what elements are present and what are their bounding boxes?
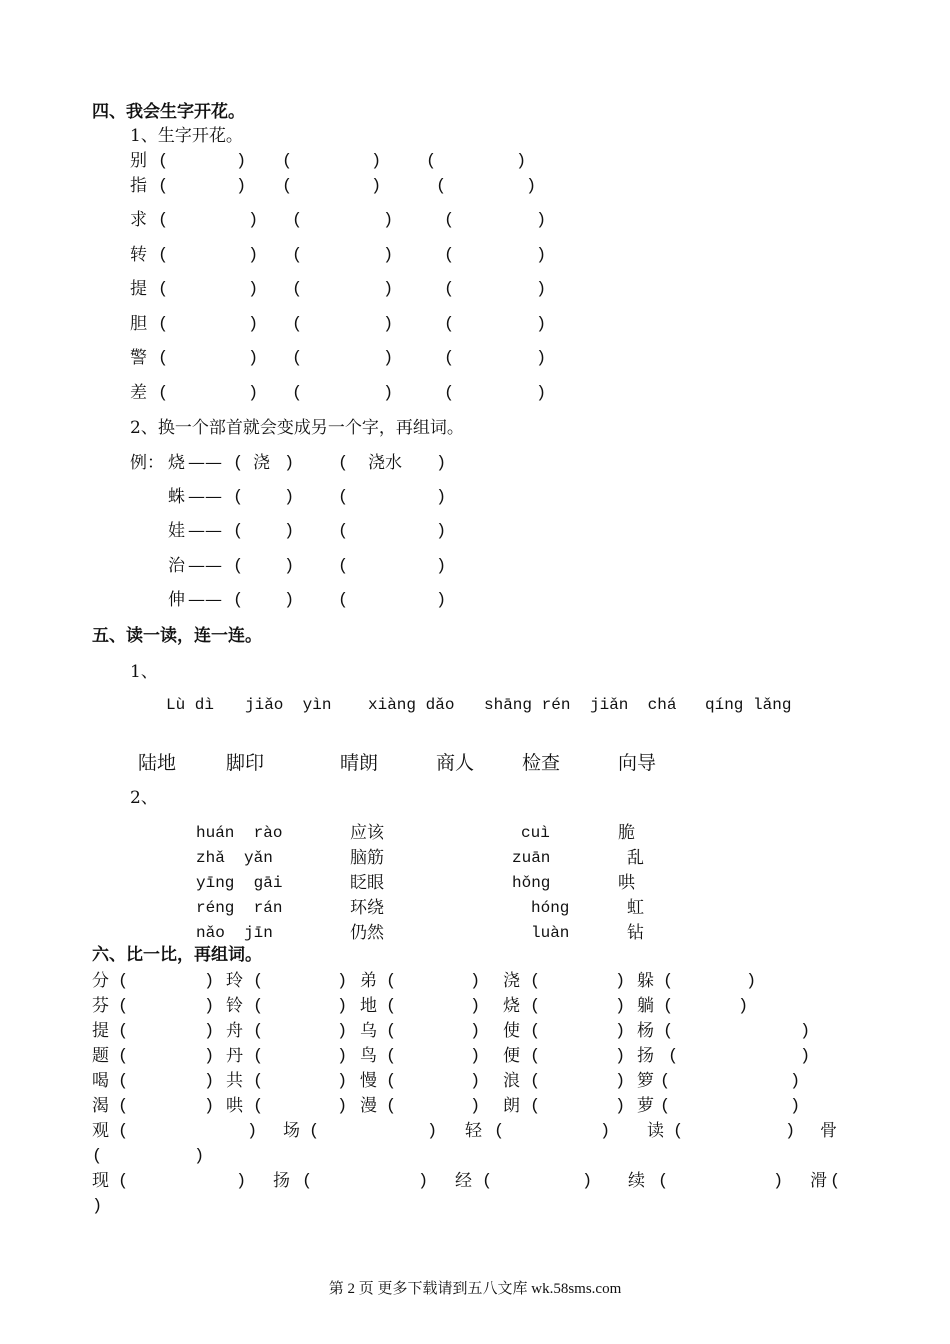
right-pinyin: luàn [531,924,570,942]
compare-char: 芬 [92,996,109,1016]
paren-close: ) [337,1097,348,1116]
left-pinyin: zhǎ yǎn [196,849,273,867]
example-open-1: ( [233,454,244,473]
compare-char: 乌 [360,1021,377,1041]
paren-close: ) [470,1047,481,1066]
paren-open: ( [118,1022,129,1041]
compare-char: 浇 [503,971,520,991]
paren-open: ( [292,280,303,299]
paren-open: ( [444,280,455,299]
paren-close: ) [383,384,394,403]
radical-char: 治 [168,556,185,576]
word-item: 脚印 [226,752,265,774]
paren-open: ( [663,972,674,991]
paren-open: ( [118,997,129,1016]
paren-open: ( [444,315,455,334]
compare-char: 经 [455,1171,472,1191]
flower-char: 差 [130,383,147,403]
paren-open: ( [830,1172,841,1191]
flower-char: 警 [130,348,147,368]
paren-close: ) [204,1047,215,1066]
example-dash: —— [188,453,222,473]
paren-close: ) [536,349,547,368]
compare-char: 躲 [637,971,654,991]
section4-q1-label: 1、生字开花。 [130,126,243,146]
example-answer-2: 浇水 [368,453,402,473]
paren-open: ( [233,522,244,541]
pinyin-item: jiǎo yìn [245,696,332,714]
paren-open: ( [660,1072,671,1091]
paren-open: ( [282,152,293,171]
paren-close: ) [436,522,447,541]
section5-q2-label: 2、 [130,788,158,808]
paren-close: ) [236,1172,247,1191]
compare-char: 现 [92,1171,109,1191]
paren-open: ( [118,1097,129,1116]
right-pinyin: cuì [521,824,550,842]
paren-open: ( [233,488,244,507]
paren-open: ( [158,246,169,265]
compare-char: 弟 [360,971,377,991]
paren-close: ) [194,1147,205,1166]
compare-char: 分 [92,971,109,991]
word-item: 晴朗 [340,752,379,774]
paren-close: ) [248,384,259,403]
paren-close: ) [204,997,215,1016]
paren-close: ) [790,1072,801,1091]
paren-open: ( [158,280,169,299]
paren-close: ) [204,1097,215,1116]
compare-char: 渴 [92,1096,109,1116]
paren-open: ( [253,972,264,991]
compare-char: 萝 [637,1096,654,1116]
word-item: 商人 [436,752,475,774]
paren-close: ) [247,1122,258,1141]
paren-close: ) [383,246,394,265]
paren-close: ) [800,1047,811,1066]
compare-char: 慢 [360,1071,377,1091]
paren-open: ( [386,1047,397,1066]
paren-open: ( [118,1122,129,1141]
paren-close: ) [790,1097,801,1116]
paren-close: ) [284,488,295,507]
paren-open: ( [663,1022,674,1041]
paren-close: ) [204,972,215,991]
section4-q2-label: 2、换一个部首就会变成另一个字，再组词。 [130,418,464,438]
word-item: 向导 [618,752,657,774]
compare-char: 铃 [226,996,243,1016]
paren-open: ( [118,1047,129,1066]
pinyin-item: shāng rén [484,696,571,714]
paren-close: ) [785,1122,796,1141]
compare-char: 骨 [820,1121,837,1141]
paren-open: ( [118,972,129,991]
paren-open: ( [530,997,541,1016]
paren-open: ( [668,1047,679,1066]
right-pinyin: zuān [512,849,551,867]
compare-char: 扬 [273,1171,290,1191]
paren-close: ) [337,997,348,1016]
paren-open: ( [386,972,397,991]
pinyin-item: jiǎn chá [590,696,677,714]
right-pinyin: hǒng [512,874,551,892]
paren-close: ) [383,280,394,299]
paren-open: ( [158,211,169,230]
compare-char: 烧 [503,996,520,1016]
paren-close: ) [615,1047,626,1066]
paren-open: ( [292,315,303,334]
paren-open: ( [386,1072,397,1091]
paren-close: ) [615,1072,626,1091]
paren-close: ) [236,177,247,196]
dash: —— [188,521,222,541]
compare-char: 躺 [637,996,654,1016]
paren-close: ) [383,211,394,230]
paren-open: ( [253,1072,264,1091]
paren-close: ) [337,972,348,991]
paren-close: ) [371,177,382,196]
compare-char: 漫 [360,1096,377,1116]
paren-open: ( [338,557,349,576]
paren-close: ) [337,1072,348,1091]
paren-open: ( [253,1097,264,1116]
radical-char: 伸 [168,590,185,610]
paren-open: ( [92,1147,103,1166]
dash: —— [188,590,222,610]
compare-char: 箩 [637,1071,654,1091]
flower-char: 求 [130,210,147,230]
paren-close: ) [536,211,547,230]
paren-open: ( [309,1122,320,1141]
radical-char: 蛛 [168,487,185,507]
paren-close: ) [248,280,259,299]
compare-char: 玲 [226,971,243,991]
dash: —— [188,556,222,576]
paren-close: ) [436,488,447,507]
word-item: 陆地 [138,752,177,774]
paren-open: ( [660,1097,671,1116]
flower-char: 指 [130,176,147,196]
paren-close: ) [337,1047,348,1066]
paren-open: ( [444,211,455,230]
paren-close: ) [248,349,259,368]
compare-char: 续 [628,1171,645,1191]
paren-close: ) [746,972,757,991]
left-word: 环绕 [350,898,384,918]
paren-close: ) [204,1072,215,1091]
paren-open: ( [386,997,397,1016]
paren-close: ) [536,384,547,403]
paren-close: ) [470,1097,481,1116]
section6-title: 六、比一比，再组词。 [92,945,262,965]
compare-char: 题 [92,1046,109,1066]
paren-open: ( [292,246,303,265]
paren-close: ) [436,591,447,610]
paren-close: ) [536,315,547,334]
compare-char: 杨 [637,1021,654,1041]
paren-close: ) [284,557,295,576]
paren-close: ) [615,1097,626,1116]
paren-open: ( [386,1097,397,1116]
compare-char: 场 [283,1121,300,1141]
paren-open: ( [158,384,169,403]
flower-char: 胆 [130,314,147,334]
paren-close: ) [516,152,527,171]
paren-open: ( [292,349,303,368]
left-word: 脑筋 [350,848,384,868]
compare-char: 轻 [465,1121,482,1141]
paren-close: ) [536,246,547,265]
radical-char: 娃 [168,521,185,541]
paren-open: ( [530,1047,541,1066]
left-pinyin: nǎo jīn [196,924,273,942]
paren-open: ( [530,1022,541,1041]
paren-close: ) [371,152,382,171]
dash: —— [188,487,222,507]
paren-open: ( [253,1047,264,1066]
paren-open: ( [444,384,455,403]
pinyin-item: xiàng dǎo [368,696,455,714]
pinyin-item: qíng lǎng [705,696,792,714]
left-word: 应该 [350,823,384,843]
paren-open: ( [233,591,244,610]
right-char: 脆 [618,823,635,843]
paren-close: ) [738,997,749,1016]
paren-open: ( [282,177,293,196]
paren-open: ( [338,591,349,610]
paren-close: ) [436,557,447,576]
paren-close: ) [284,591,295,610]
paren-open: ( [302,1172,313,1191]
compare-char: 哄 [226,1096,243,1116]
flower-char: 转 [130,245,147,265]
paren-close: ) [470,1022,481,1041]
compare-char: 共 [226,1071,243,1091]
paren-close: ) [427,1122,438,1141]
paren-close: ) [284,522,295,541]
paren-close: ) [383,315,394,334]
compare-char: 地 [360,996,377,1016]
paren-open: ( [530,972,541,991]
paren-open: ( [338,522,349,541]
compare-char: 浪 [503,1071,520,1091]
pinyin-item: Lù dì [166,696,215,714]
paren-open: ( [118,1172,129,1191]
compare-char: 读 [647,1121,664,1141]
paren-close: ) [470,1072,481,1091]
section5-title: 五、读一读，连一连。 [92,626,262,646]
compare-char: 滑 [810,1171,827,1191]
paren-close: ) [615,972,626,991]
left-word: 仍然 [350,923,384,943]
compare-char: 扬 [637,1046,654,1066]
example-answer-1: 浇 [253,453,270,473]
paren-open: ( [158,177,169,196]
compare-char: 便 [503,1046,520,1066]
paren-open: ( [673,1122,684,1141]
paren-close: ) [337,1022,348,1041]
paren-close: ) [248,211,259,230]
page-footer: 第 2 页 更多下载请到五八文库 wk.58sms.com [328,1281,622,1297]
paren-open: ( [292,384,303,403]
example-close-1: ) [284,454,295,473]
paren-close: ) [248,246,259,265]
section4-title: 四、我会生字开花。 [92,102,245,122]
paren-open: ( [658,1172,669,1191]
paren-close: ) [204,1022,215,1041]
left-pinyin: réng rán [196,899,283,917]
paren-open: ( [482,1172,493,1191]
paren-open: ( [530,1072,541,1091]
section5-q1-label: 1、 [130,662,158,682]
example-open-2: ( [338,454,349,473]
compare-char: 提 [92,1021,109,1041]
compare-char: 使 [503,1021,520,1041]
compare-char: 观 [92,1121,109,1141]
right-pinyin: hóng [531,899,570,917]
example-close-2: ) [436,454,447,473]
paren-open: ( [426,152,437,171]
right-char: 钻 [627,923,644,943]
paren-close: ) [248,315,259,334]
paren-open: ( [253,997,264,1016]
paren-close: ) [615,1022,626,1041]
example-prefix: 例： [130,453,164,473]
paren-open: ( [444,349,455,368]
paren-close: ) [418,1172,429,1191]
paren-open: ( [158,315,169,334]
paren-close: ) [615,997,626,1016]
compare-char: 喝 [92,1071,109,1091]
right-char: 哄 [618,873,635,893]
paren-open: ( [436,177,447,196]
flower-char: 别 [130,151,147,171]
paren-open: ( [233,557,244,576]
paren-close: ) [470,972,481,991]
paren-close: ) [92,1197,103,1216]
right-char: 乱 [627,848,644,868]
paren-open: ( [158,152,169,171]
paren-open: ( [118,1072,129,1091]
compare-char: 舟 [226,1021,243,1041]
paren-open: ( [444,246,455,265]
right-char: 虹 [627,898,644,918]
paren-close: ) [536,280,547,299]
left-pinyin: yīng gāi [196,874,283,892]
paren-open: ( [253,1022,264,1041]
paren-open: ( [292,211,303,230]
paren-open: ( [158,349,169,368]
paren-close: ) [582,1172,593,1191]
compare-char: 朗 [503,1096,520,1116]
compare-char: 丹 [226,1046,243,1066]
paren-open: ( [386,1022,397,1041]
left-word: 眨眼 [350,873,384,893]
paren-close: ) [470,997,481,1016]
paren-close: ) [600,1122,611,1141]
paren-open: ( [530,1097,541,1116]
left-pinyin: huán rào [196,824,283,842]
example-char: 烧 [168,453,185,473]
paren-open: ( [494,1122,505,1141]
paren-close: ) [773,1172,784,1191]
paren-close: ) [236,152,247,171]
word-item: 检查 [522,752,561,774]
flower-char: 提 [130,279,147,299]
paren-close: ) [526,177,537,196]
paren-close: ) [800,1022,811,1041]
paren-open: ( [338,488,349,507]
paren-close: ) [383,349,394,368]
compare-char: 鸟 [360,1046,377,1066]
paren-open: ( [663,997,674,1016]
